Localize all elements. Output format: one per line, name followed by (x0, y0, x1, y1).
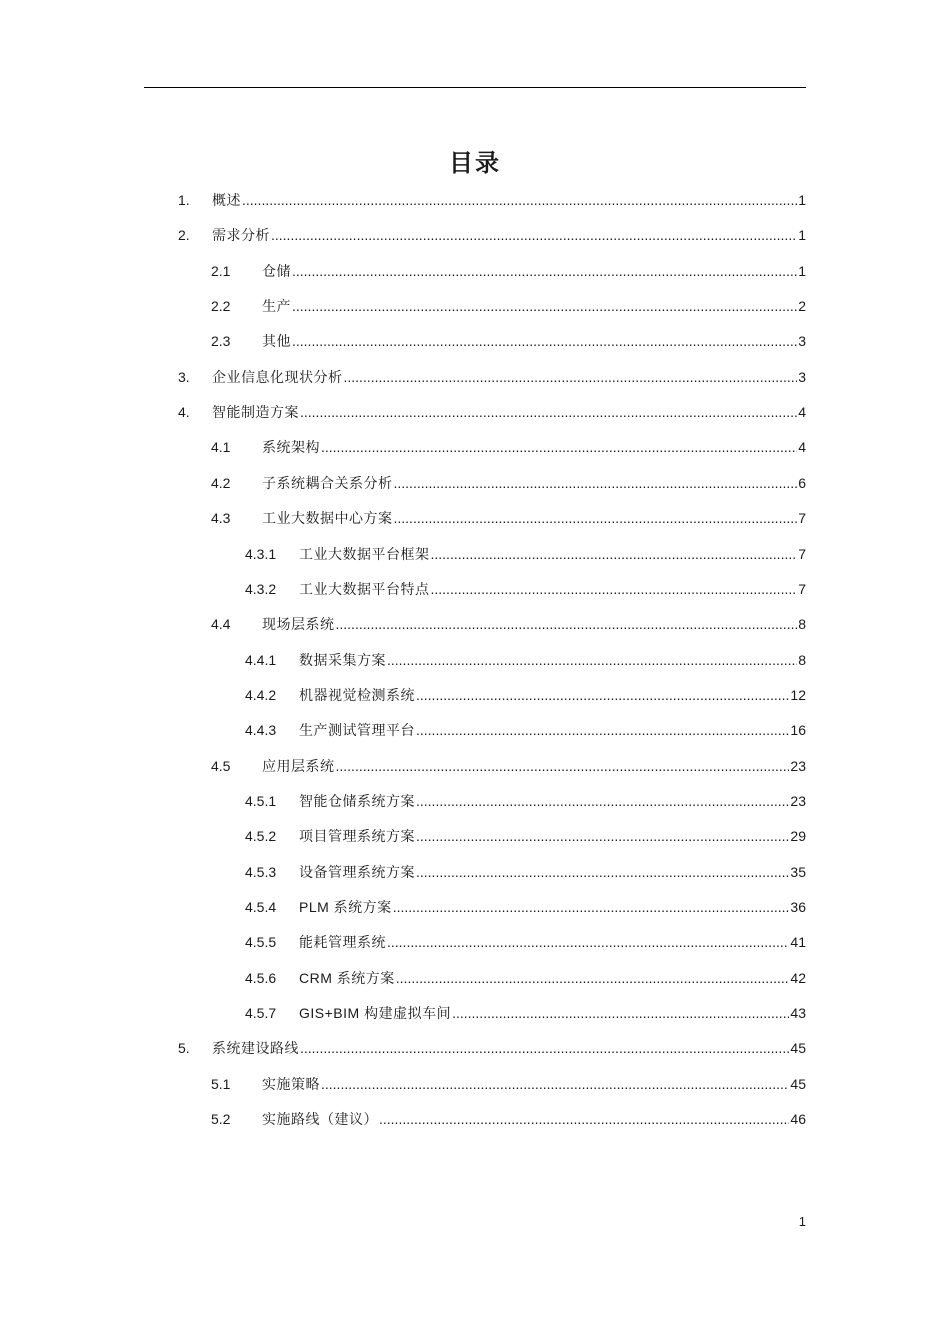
toc-entry[interactable] (245, 685, 806, 705)
toc-entry-title: 企业信息化现状分析 (212, 368, 343, 385)
toc-dot-leader (387, 650, 797, 670)
toc-dot-leader (344, 367, 798, 387)
toc-entry[interactable] (245, 720, 806, 740)
toc-entry-number: 4.5.5 (245, 934, 277, 951)
toc-entry-title: 项目管理系统方案 (299, 828, 415, 845)
toc-dot-leader (242, 190, 797, 210)
toc-dot-leader (321, 1074, 789, 1094)
toc-entry-page: 1 (798, 227, 806, 244)
header-rule (144, 87, 806, 88)
toc-entry[interactable] (178, 367, 806, 387)
toc-entry-page: 1 (798, 192, 806, 208)
toc-entry[interactable] (245, 544, 806, 564)
toc-dot-leader (416, 685, 789, 705)
toc-entry-page: 23 (790, 757, 806, 774)
toc-entry-title: 系统架构 (262, 439, 320, 456)
toc-entry-title: 其他 (262, 333, 291, 350)
toc-entry-number: 4.5.7 (245, 1005, 277, 1022)
toc-entry-title: 能耗管理系统 (299, 934, 386, 951)
toc-entry-title: 工业大数据中心方案 (262, 510, 393, 527)
toc-entry-page: 7 (798, 545, 806, 562)
toc-entry-page: 35 (790, 863, 806, 880)
toc-entry-page: 41 (790, 934, 806, 951)
toc-entry-number: 2.2 (211, 298, 231, 315)
toc-dot-leader (292, 261, 797, 281)
toc-entry-title: CRM 系统方案 (299, 969, 395, 986)
toc-entry-page: 7 (798, 510, 806, 527)
toc-entry-title: GIS+BIM 构建虚拟车间 (299, 1005, 452, 1022)
toc-entry-number: 4.3.2 (245, 580, 277, 597)
toc-dot-leader (416, 720, 789, 740)
toc-entry-number: 4.1 (211, 439, 231, 456)
toc-entry[interactable] (211, 756, 806, 776)
toc-entry[interactable] (245, 579, 806, 599)
toc-entry-title: 机器视觉检测系统 (299, 686, 415, 703)
toc-dot-leader (416, 826, 789, 846)
toc-entry[interactable] (211, 261, 806, 281)
toc-entry-page: 1 (798, 262, 806, 279)
toc-entry-page: 3 (798, 368, 806, 385)
footer-page-number: 1 (798, 1214, 806, 1229)
toc-entry-page: 4 (798, 404, 806, 421)
toc-entry[interactable] (211, 296, 806, 316)
toc-entry-title: 智能仓储系统方案 (299, 792, 415, 809)
toc-entry-number: 4.5.1 (245, 792, 277, 809)
toc-entry-title: 工业大数据平台特点 (299, 580, 430, 597)
toc-entry-page: 43 (790, 1005, 806, 1022)
toc-dot-leader (394, 473, 798, 493)
toc-entry-title: 智能制造方案 (212, 404, 299, 421)
toc-entry-number: 5. (178, 1040, 190, 1057)
toc-entry-number: 4.4.3 (245, 722, 277, 739)
toc-entry-title: 设备管理系统方案 (299, 863, 415, 880)
toc-entry-title: 现场层系统 (262, 616, 335, 633)
toc-entry[interactable] (211, 1074, 806, 1094)
toc-dot-leader (336, 756, 790, 776)
toc-entry[interactable] (178, 190, 806, 210)
toc-entry-number: 5.1 (211, 1075, 231, 1092)
toc-entry-number: 4.2 (211, 474, 231, 491)
toc-entry[interactable] (178, 402, 806, 422)
toc-entry-number: 4.5.6 (245, 969, 277, 986)
toc-entry-title: 工业大数据平台框架 (299, 545, 430, 562)
toc-entry-title: 系统建设路线 (212, 1040, 299, 1057)
toc-entry-number: 4.5.4 (245, 899, 277, 915)
toc-entry-page: 16 (790, 722, 806, 739)
toc-entry-page: 3 (798, 333, 806, 350)
toc-dot-leader (396, 968, 790, 988)
toc-dot-leader (321, 437, 797, 457)
toc-entry[interactable] (245, 650, 806, 670)
toc-entry-page: 46 (790, 1111, 806, 1128)
toc-dot-leader (394, 508, 798, 528)
toc-entry[interactable] (211, 473, 806, 493)
toc-entry-number: 4.4.1 (245, 651, 277, 668)
toc-entry-page: 6 (798, 474, 806, 491)
toc-entry-title: 需求分析 (212, 227, 270, 244)
toc-entry-page: 29 (790, 828, 806, 845)
toc-entry-page: 2 (798, 298, 806, 315)
toc-dot-leader (452, 1003, 789, 1023)
toc-entry-number: 3. (178, 368, 190, 385)
toc-entry[interactable] (211, 614, 806, 634)
toc-entry-title: PLM 系统方案 (299, 899, 392, 915)
toc-entry-title: 实施路线（建议） (262, 1111, 378, 1128)
toc-entry-page: 8 (798, 651, 806, 668)
toc-entry-page: 8 (798, 616, 806, 633)
toc-entry-number: 4.5 (211, 757, 231, 774)
toc-entry[interactable] (178, 1038, 806, 1058)
toc-entry-number: 4.5.3 (245, 863, 277, 880)
toc-entry-number: 4.4.2 (245, 686, 277, 703)
toc-entry-number: 1. (178, 192, 190, 208)
toc-dot-leader (387, 932, 789, 952)
toc-entry-number: 4.3 (211, 510, 231, 527)
toc-entry-number: 4. (178, 404, 190, 421)
toc-dot-leader (336, 614, 798, 634)
toc-entry-page: 23 (790, 792, 806, 809)
toc-dot-leader (416, 862, 789, 882)
toc-entry-number: 2. (178, 227, 190, 244)
toc-entry[interactable] (211, 331, 806, 351)
toc-dot-leader (431, 579, 798, 599)
toc-entry[interactable] (211, 437, 806, 457)
toc-entry[interactable] (245, 932, 806, 952)
toc-dot-leader (292, 296, 797, 316)
toc-entry-title: 实施策略 (262, 1075, 320, 1092)
toc-dot-leader (393, 897, 790, 917)
toc-entry[interactable] (211, 1109, 806, 1129)
toc-entry[interactable] (211, 508, 806, 528)
toc-entry-page: 4 (798, 439, 806, 456)
toc-title: 目录 (449, 150, 501, 177)
toc-entry-title: 概述 (212, 192, 241, 208)
toc-entry[interactable] (245, 1003, 806, 1023)
toc-dot-leader (271, 225, 797, 245)
toc-entry-title: 生产测试管理平台 (299, 722, 415, 739)
toc-entry-page: 45 (790, 1075, 806, 1092)
toc-dot-leader (379, 1109, 789, 1129)
toc-entry-number: 4.3.1 (245, 545, 277, 562)
toc-entry[interactable] (245, 826, 806, 846)
toc-entry-number: 4.5.2 (245, 828, 277, 845)
toc-entry[interactable] (178, 225, 806, 245)
toc-dot-leader (292, 331, 797, 351)
toc-entry[interactable] (245, 791, 806, 811)
toc-entry-number: 4.4 (211, 616, 231, 633)
toc-entry[interactable] (245, 897, 806, 917)
toc-entry-title: 子系统耦合关系分析 (262, 474, 393, 491)
toc-entry[interactable] (245, 862, 806, 882)
toc-entry-page: 36 (790, 899, 806, 915)
toc-entry-title: 生产 (262, 298, 291, 315)
toc-dot-leader (300, 402, 797, 422)
toc-entry-number: 2.3 (211, 333, 231, 350)
toc-entry-title: 仓储 (262, 262, 291, 279)
toc-dot-leader (300, 1038, 789, 1058)
toc-dot-leader (431, 544, 798, 564)
toc-entry-number: 5.2 (211, 1111, 231, 1128)
toc-entry-page: 7 (798, 580, 806, 597)
toc-entry[interactable] (245, 968, 806, 988)
toc-entry-title: 应用层系统 (262, 757, 335, 774)
toc-dot-leader (416, 791, 789, 811)
toc-entry-page: 42 (790, 969, 806, 986)
toc-entry-title: 数据采集方案 (299, 651, 386, 668)
toc-entry-page: 45 (790, 1040, 806, 1057)
toc-entry-page: 12 (790, 686, 806, 703)
toc-entry-number: 2.1 (211, 262, 231, 279)
